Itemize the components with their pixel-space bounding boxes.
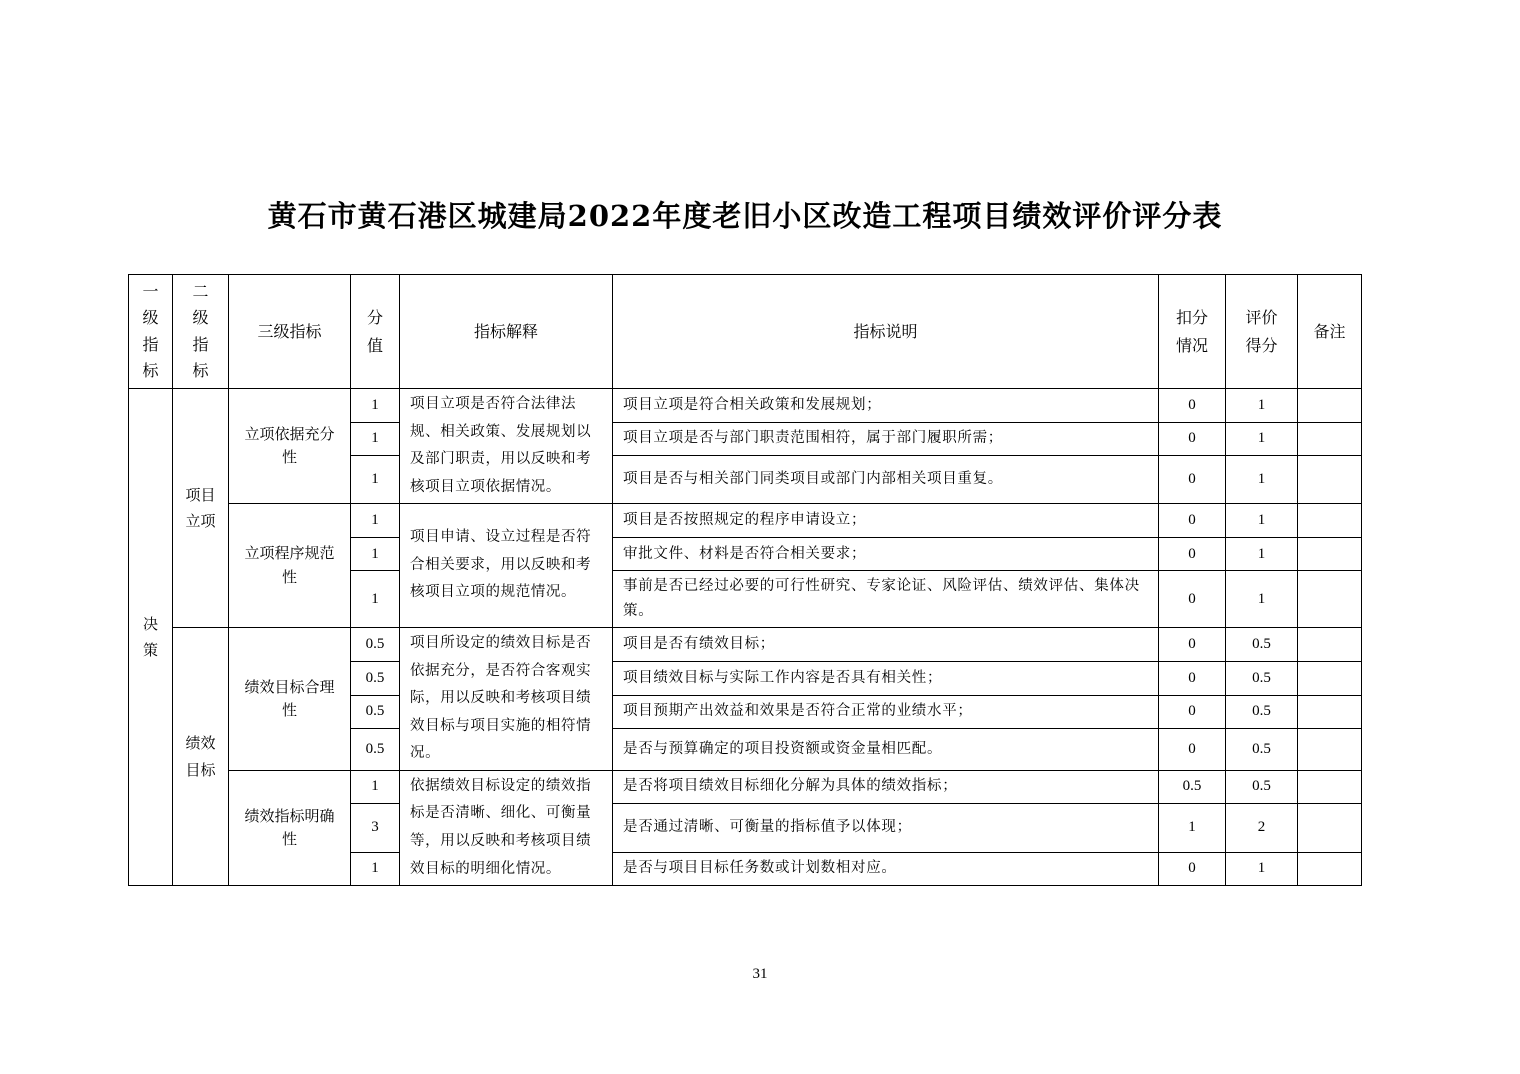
remark-cell: [1298, 456, 1362, 504]
indicator-description: 项目绩效目标与实际工作内容是否具有相关性；: [613, 662, 1159, 695]
header-eval-score: 评价 得分: [1226, 275, 1298, 389]
eval-score-value: 1: [1226, 389, 1298, 423]
indicator-description: 是否通过清晰、可衡量的指标值予以体现；: [613, 804, 1159, 853]
remark-cell: [1298, 571, 1362, 628]
score-value: 0.5: [351, 628, 400, 662]
level2-project-approval: 项目 立项: [173, 389, 229, 628]
level3-procedure-standard: 立项程序规范 性: [229, 504, 351, 628]
level2-performance-target: 绩效 目标: [173, 628, 229, 886]
score-value: 0.5: [351, 695, 400, 728]
remark-cell: [1298, 770, 1362, 803]
eval-score-value: 0.5: [1226, 770, 1298, 803]
indicator-description: 是否与预算确定的项目投资额或资金量相匹配。: [613, 728, 1159, 770]
indicator-description: 项目立项是符合相关政策和发展规划；: [613, 389, 1159, 423]
score-value: 0.5: [351, 728, 400, 770]
page-title: 黄石市黄石港区城建局2022年度老旧小区改造工程项目绩效评价评分表: [267, 199, 1223, 233]
header-level1: 一 级 指 标: [129, 275, 173, 389]
table-row: [129, 628, 1362, 662]
eval-score-value: 1: [1226, 852, 1298, 885]
deduction-value: 0.5: [1159, 770, 1226, 803]
indicator-explanation: 依据绩效目标设定的绩效指标是否清晰、细化、可衡量等，用以反映和考核项目绩效目标的明细化情况。: [400, 770, 613, 885]
score-value: 1: [351, 770, 400, 803]
score-value: 0.5: [351, 662, 400, 695]
eval-score-value: 0.5: [1226, 662, 1298, 695]
deduction-value: 0: [1159, 456, 1226, 504]
table-header-row: [129, 275, 1362, 389]
score-value: 1: [351, 422, 400, 456]
eval-score-value: 2: [1226, 804, 1298, 853]
deduction-value: 0: [1159, 389, 1226, 423]
deduction-value: 0: [1159, 852, 1226, 885]
indicator-description: 事前是否已经过必要的可行性研究、专家论证、风险评估、绩效评估、集体决策。: [613, 571, 1159, 628]
deduction-value: 0: [1159, 662, 1226, 695]
remark-cell: [1298, 504, 1362, 538]
table-row: [129, 389, 1362, 423]
score-value: 1: [351, 571, 400, 628]
score-value: 1: [351, 389, 400, 423]
eval-score-value: 0.5: [1226, 728, 1298, 770]
deduction-value: 0: [1159, 571, 1226, 628]
score-value: 1: [351, 456, 400, 504]
table-row: [129, 770, 1362, 803]
eval-score-value: 0.5: [1226, 695, 1298, 728]
deduction-value: 0: [1159, 504, 1226, 538]
header-deduction: 扣分 情况: [1159, 275, 1226, 389]
level3-target-rationality: 绩效目标合理 性: [229, 628, 351, 771]
eval-score-value: 1: [1226, 571, 1298, 628]
deduction-value: 0: [1159, 538, 1226, 571]
indicator-description: 是否与项目目标任务数或计划数相对应。: [613, 852, 1159, 885]
level3-basis-sufficiency: 立项依据充分 性: [229, 389, 351, 504]
eval-score-value: 1: [1226, 456, 1298, 504]
eval-score-value: 1: [1226, 538, 1298, 571]
indicator-description: 项目预期产出效益和效果是否符合正常的业绩水平；: [613, 695, 1159, 728]
indicator-explanation: 项目申请、设立过程是否符合相关要求，用以反映和考核项目立项的规范情况。: [400, 504, 613, 628]
header-description: 指标说明: [613, 275, 1159, 389]
remark-cell: [1298, 852, 1362, 885]
eval-score-value: 0.5: [1226, 628, 1298, 662]
indicator-description: 项目是否与相关部门同类项目或部门内部相关项目重复。: [613, 456, 1159, 504]
remark-cell: [1298, 804, 1362, 853]
remark-cell: [1298, 662, 1362, 695]
indicator-description: 是否将项目绩效目标细化分解为具体的绩效指标；: [613, 770, 1159, 803]
header-level2: 二 级 指 标: [173, 275, 229, 389]
score-value: 3: [351, 804, 400, 853]
deduction-value: 0: [1159, 422, 1226, 456]
deduction-value: 0: [1159, 695, 1226, 728]
level3-indicator-clarity: 绩效指标明确 性: [229, 770, 351, 885]
deduction-value: 0: [1159, 628, 1226, 662]
header-level3: 三级指标: [229, 275, 351, 389]
indicator-description: 项目是否按照规定的程序申请设立；: [613, 504, 1159, 538]
score-value: 1: [351, 852, 400, 885]
score-value: 1: [351, 504, 400, 538]
page-number: 31: [752, 966, 768, 982]
indicator-description: 项目是否有绩效目标；: [613, 628, 1159, 662]
eval-score-value: 1: [1226, 504, 1298, 538]
evaluation-score-table: [128, 274, 1362, 886]
remark-cell: [1298, 695, 1362, 728]
score-value: 1: [351, 538, 400, 571]
table-row: [129, 504, 1362, 538]
header-remark: 备注: [1298, 275, 1362, 389]
remark-cell: [1298, 628, 1362, 662]
indicator-description: 项目立项是否与部门职责范围相符，属于部门履职所需；: [613, 422, 1159, 456]
indicator-explanation: 项目所设定的绩效目标是否依据充分，是否符合客观实际，用以反映和考核项目绩效目标与项目实施的相符情况。: [400, 628, 613, 771]
deduction-value: 1: [1159, 804, 1226, 853]
level1-decision: 决 策: [129, 389, 173, 886]
deduction-value: 0: [1159, 728, 1226, 770]
indicator-description: 审批文件、材料是否符合相关要求；: [613, 538, 1159, 571]
header-explanation: 指标解释: [400, 275, 613, 389]
remark-cell: [1298, 422, 1362, 456]
remark-cell: [1298, 538, 1362, 571]
remark-cell: [1298, 728, 1362, 770]
indicator-explanation: 项目立项是否符合法律法规、相关政策、发展规划以及部门职责，用以反映和考核项目立项依据情况。: [400, 389, 613, 504]
header-score: 分 值: [351, 275, 400, 389]
remark-cell: [1298, 389, 1362, 423]
eval-score-value: 1: [1226, 422, 1298, 456]
